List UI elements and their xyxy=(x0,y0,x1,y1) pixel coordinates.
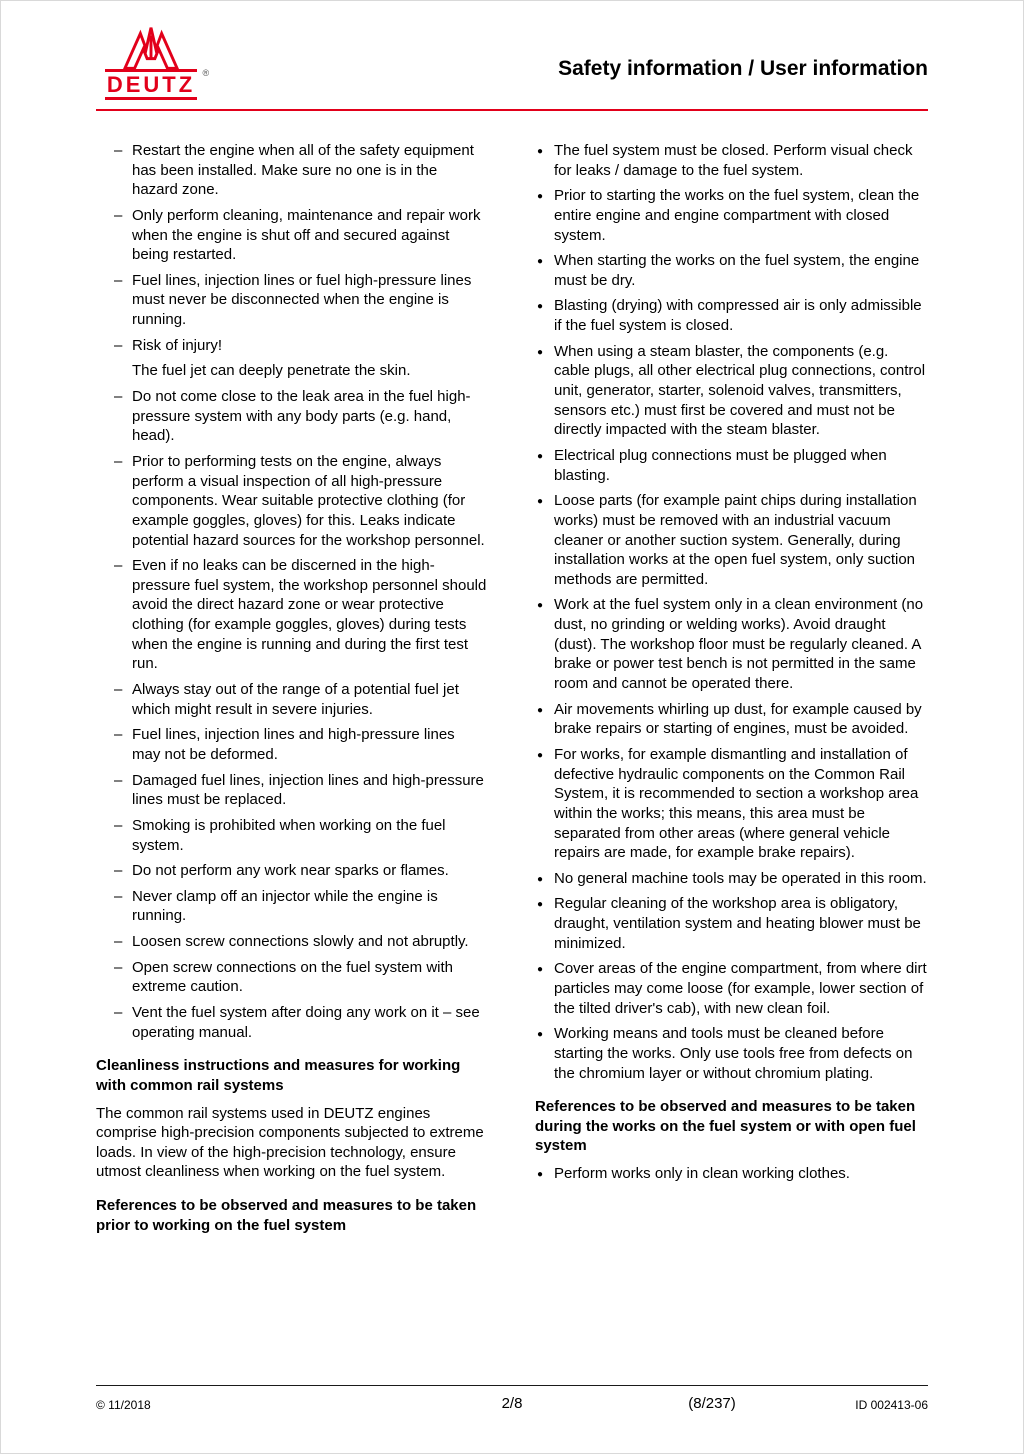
deutz-logo xyxy=(96,25,210,97)
section-heading-references-prior: References to be observed and measures to be taken prior to working on the fuel system xyxy=(96,1197,477,1234)
bullet-marker: ● xyxy=(537,191,544,203)
footer-copyright: © 11/2018 xyxy=(96,1398,151,1412)
list-item-text: Cover areas of the engine compartment, from where dirt particles may come loose (for example, lower section of the tilted driver's cab), with new clean foil. xyxy=(554,960,927,1017)
list-item xyxy=(96,725,487,764)
list-item xyxy=(535,700,928,739)
list-item xyxy=(96,141,487,200)
list-item xyxy=(535,296,928,335)
list-item-text: Loose parts (for example paint chips during installation works) must be removed with an industrial vacuum cleaner or another suction system. Generally, during installation works at the open fuel system, only suction methods are permitted. xyxy=(554,492,917,588)
list-item xyxy=(96,556,487,674)
list-item-text: Perform works only in clean working clothes. xyxy=(554,1165,850,1183)
list-item xyxy=(535,959,928,1018)
list-item-text: Working means and tools must be cleaned before starting the works. Only use tools free from defects on the chromium layer or without chromium plating. xyxy=(554,1025,913,1082)
list-item-text: Risk of injury! xyxy=(132,336,223,354)
bullet-marker: ● xyxy=(537,450,544,462)
list-item-text: When starting the works on the fuel system, the engine must be dry. xyxy=(554,252,920,289)
list-item xyxy=(535,186,928,245)
list-item-text: No general machine tools may be operated in this room. xyxy=(554,869,927,887)
bullet-marker: ● xyxy=(537,146,544,157)
dash-marker: – xyxy=(114,933,123,951)
bullet-marker: ● xyxy=(537,749,544,761)
page-header xyxy=(1,1,1023,97)
list-item xyxy=(96,958,487,997)
list-item xyxy=(535,595,928,693)
dash-marker: – xyxy=(114,887,123,905)
bullet-marker: ● xyxy=(537,346,544,358)
list-item-text: Electrical plug connections must be plugged when blasting. xyxy=(554,446,887,484)
list-item xyxy=(96,680,487,719)
dash-marker: – xyxy=(114,336,123,354)
list-item-text: Prior to performing tests on the engine, always perform a visual inspection of all high-pressure components. Wear suitable protective clothing (for example goggles, gloves) for this. Leaks indicate potential hazard sources for the workshop personnel. xyxy=(132,452,485,549)
dash-marker: – xyxy=(114,142,123,159)
list-item-text: Do not perform any work near sparks or flames. xyxy=(132,862,449,880)
list-item-text: Open screw connections on the fuel system with extreme caution. xyxy=(132,958,453,996)
list-item-text: Damaged fuel lines, injection lines and high-pressure lines must be replaced. xyxy=(132,771,484,809)
list-item-text: Even if no leaks can be discerned in the high-pressure fuel system, the workshop personnel should avoid the direct hazard zone or wear protective clothing (for example goggles, gloves) during tests when the engine is running and during the first test run. xyxy=(132,557,487,673)
cleanliness-measures-list xyxy=(535,141,928,1083)
list-item xyxy=(535,1024,928,1083)
works-measures-list xyxy=(535,1164,928,1184)
list-item-text: Prior to starting the works on the fuel system, clean the entire engine and engine compartment with closed system. xyxy=(554,187,920,244)
list-item-text: When using a steam blaster, the components (e.g. cable plugs, all other electrical plug connections, control unit, generator, starter, solenoid valves, transmitters, sensors etc.) must first be covered and must not be directly impacted with the steam blaster. xyxy=(554,342,926,439)
list-item xyxy=(535,446,928,485)
safety-instruction-list xyxy=(96,141,487,1042)
list-item-text: Regular cleaning of the workshop area is obligatory, draught, ventilation system and heating blower must be minimized. xyxy=(554,895,921,952)
list-item-text: Do not come close to the leak area in the fuel high-pressure system with any body parts (e.g. hand, head). xyxy=(132,388,471,445)
list-item-text: Never clamp off an injector while the engine is running. xyxy=(132,887,438,925)
list-item-text: Restart the engine when all of the safety equipment has been installed. Make sure no one is in the hazard zone. xyxy=(132,142,474,199)
list-item-text: Vent the fuel system after doing any work on it – see operating manual. xyxy=(132,1003,480,1041)
list-item-text: Work at the fuel system only in a clean environment (no dust, no grinding or welding works). Avoid draught (dust). The workshop floor must be regularly cleaned. A brake or power test bench is not permitted in the same room and cannot be operated there. xyxy=(554,596,924,693)
list-item-text: Only perform cleaning, maintenance and repair work when the engine is shut off and secured against being restarted. xyxy=(132,206,481,264)
bullet-marker: ● xyxy=(537,301,544,313)
list-item xyxy=(535,141,928,180)
list-item-text: Fuel lines, injection lines or fuel high-pressure lines must never be disconnected when the engine is running. xyxy=(132,271,472,329)
registered-trademark-icon: ® xyxy=(202,68,210,78)
page-title: Safety information / User information xyxy=(558,57,928,80)
page-footer xyxy=(1,1385,1023,1417)
list-item-text: Always stay out of the range of a potential fuel jet which might result in severe injuries. xyxy=(132,681,459,718)
dash-marker: – xyxy=(114,681,123,699)
bullet-marker: ● xyxy=(537,899,544,911)
footer-page-total: (8/237) xyxy=(688,1395,736,1412)
list-item xyxy=(96,816,487,855)
left-column xyxy=(96,141,487,1243)
document-body xyxy=(1,111,1023,1243)
bullet-marker: ● xyxy=(537,873,544,885)
dash-marker: – xyxy=(114,862,123,880)
list-item-text: Smoking is prohibited when working on the fuel system. xyxy=(132,816,446,854)
list-item xyxy=(96,932,487,952)
footer-divider xyxy=(96,1385,928,1386)
bullet-marker: ● xyxy=(537,1169,544,1181)
footer-page-number: 2/8 xyxy=(501,1395,523,1412)
bullet-marker: ● xyxy=(537,496,544,508)
section-heading-references-during: References to be observed and measures to be taken during the works on the fuel system or with open fuel system xyxy=(535,1098,916,1155)
bullet-marker: ● xyxy=(537,1029,544,1041)
list-item-text: The fuel system must be closed. Perform visual check for leaks / damage to the fuel system. xyxy=(554,142,913,179)
section-heading-cleanliness: Cleanliness instructions and measures for working with common rail systems xyxy=(96,1057,461,1094)
list-item xyxy=(96,452,487,550)
bullet-marker: ● xyxy=(537,256,544,268)
right-column xyxy=(535,141,928,1243)
logo-wordmark: DEUTZ xyxy=(105,69,197,100)
deutz-emblem-icon xyxy=(122,25,180,71)
list-item-text: Loosen screw connections slowly and not abruptly. xyxy=(132,933,469,951)
bullet-marker: ● xyxy=(537,600,544,612)
dash-marker: – xyxy=(114,388,123,406)
dash-marker: – xyxy=(114,452,123,470)
list-item xyxy=(96,1003,487,1042)
list-item xyxy=(535,251,928,290)
list-item xyxy=(535,745,928,863)
list-item xyxy=(96,271,487,330)
dash-marker: – xyxy=(114,206,123,224)
list-item-text: Blasting (drying) with compressed air is only admissible if the fuel system is closed. xyxy=(554,297,922,335)
list-item xyxy=(96,771,487,810)
list-item-text: Air movements whirling up dust, for example caused by brake repairs or starting of engines, must be avoided. xyxy=(554,700,922,738)
bullet-marker: ● xyxy=(537,704,544,716)
bullet-marker: ● xyxy=(537,964,544,976)
list-item xyxy=(535,869,928,889)
footer-document-id: ID 002413-06 xyxy=(855,1398,928,1412)
list-item xyxy=(535,1164,928,1184)
list-item xyxy=(96,887,487,926)
list-item-text: Fuel lines, injection lines and high-pressure lines may not be deformed. xyxy=(132,726,455,763)
dash-marker: – xyxy=(114,816,123,834)
list-item xyxy=(96,336,487,381)
list-item xyxy=(535,491,928,589)
list-item xyxy=(535,342,928,440)
dash-marker: – xyxy=(114,958,123,976)
dash-marker: – xyxy=(114,557,123,575)
dash-marker: – xyxy=(114,1003,123,1021)
dash-marker: – xyxy=(114,726,123,744)
list-item xyxy=(96,206,487,265)
paragraph-cleanliness: The common rail systems used in DEUTZ engines comprise high-precision components subjected to extreme loads. In view of the high-precision technology, ensure utmost cleanliness when working on the fuel system. xyxy=(96,1104,484,1181)
list-item-subtext: The fuel jet can deeply penetrate the skin. xyxy=(132,362,411,380)
list-item xyxy=(96,387,487,446)
dash-marker: – xyxy=(114,771,123,789)
list-item xyxy=(96,861,487,881)
list-item xyxy=(535,894,928,953)
dash-marker: – xyxy=(114,271,123,289)
list-item-text: For works, for example dismantling and installation of defective hydraulic components on the Common Rail System, it is recommended to section a workshop area within the works; this means, this area must be separated from other areas (where general vehicle repairs are made, for example brake repairs). xyxy=(554,745,919,862)
